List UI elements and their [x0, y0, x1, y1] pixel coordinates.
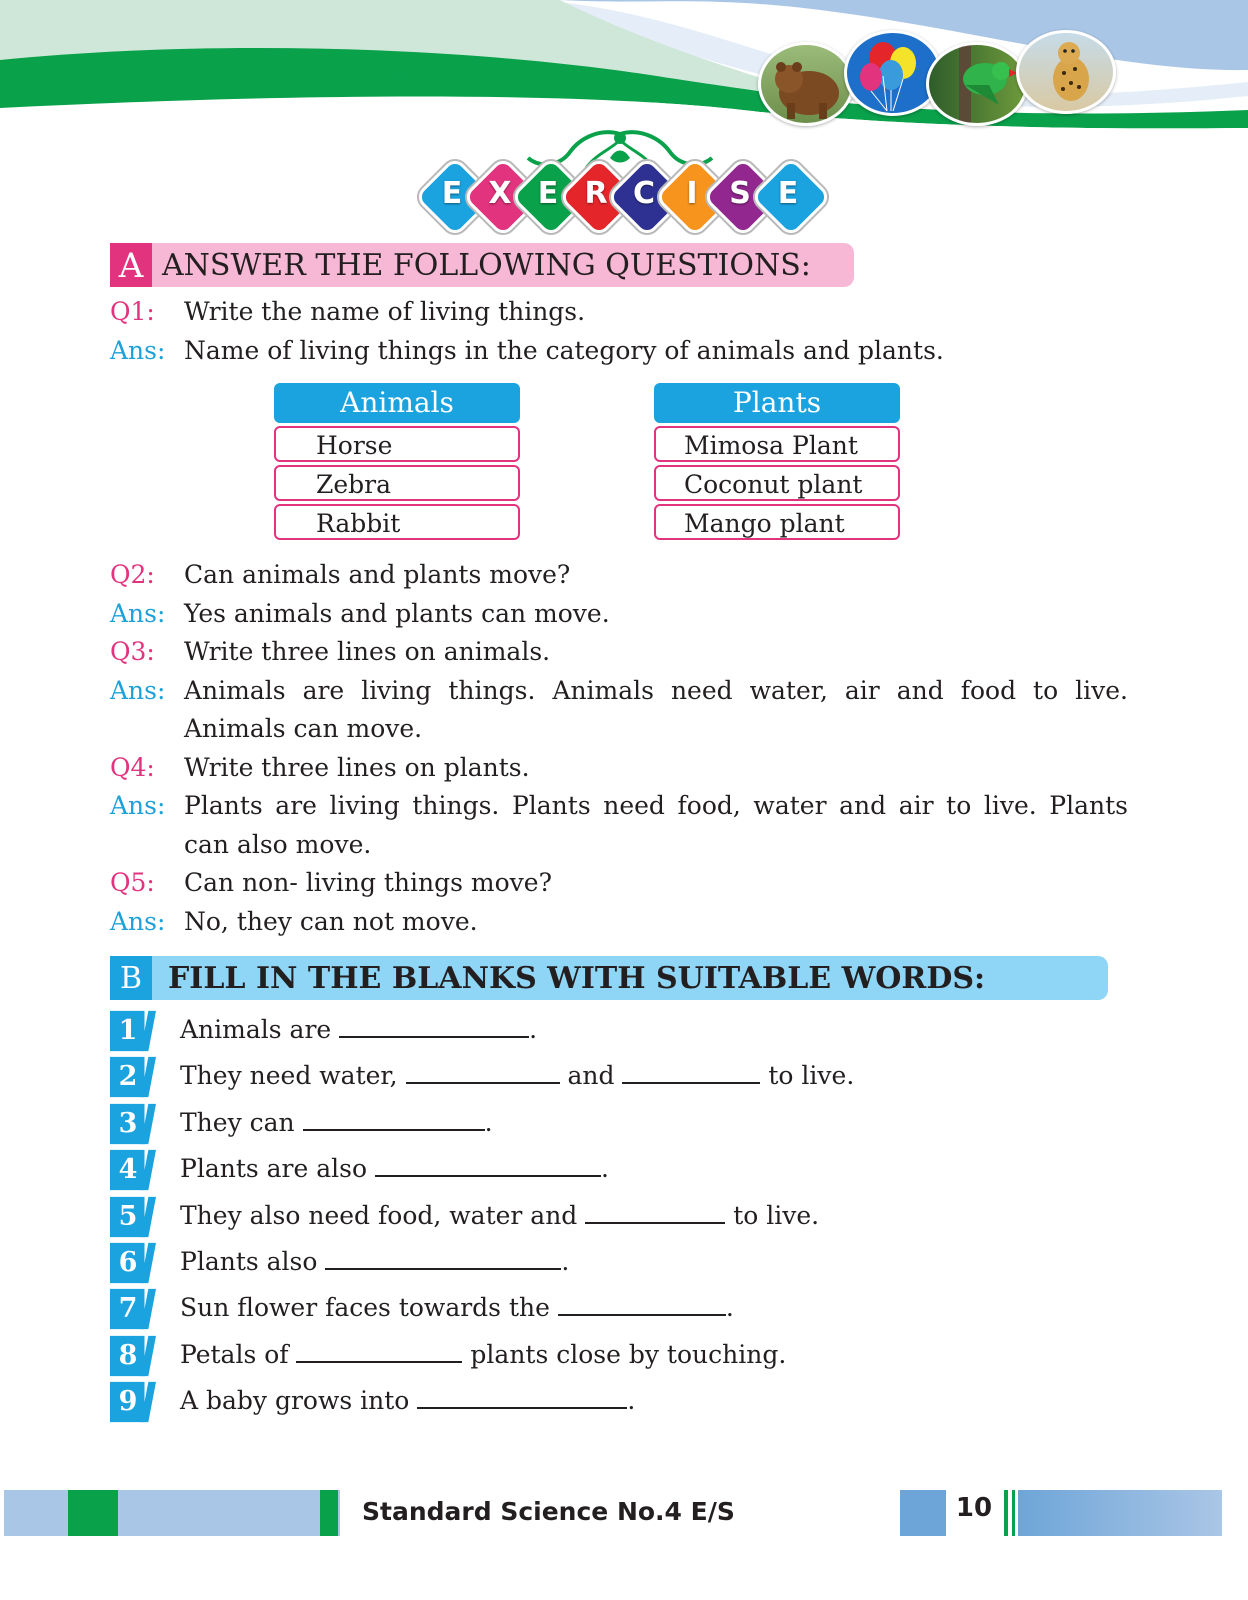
blank-sentence	[180, 1107, 493, 1137]
q3-answer-line1: Animals are living things. Animals need water, air and food to live.	[184, 676, 1128, 705]
exercise-letter: X	[488, 176, 512, 211]
q4-answer-line2: can also move.	[184, 830, 372, 859]
q5-label: Q5:	[110, 868, 155, 897]
plants-table-header: Plants	[654, 383, 900, 423]
q1-question: Write the name of living things.	[184, 297, 586, 326]
q5-question: Can non- living things move?	[184, 868, 552, 897]
footer-bar-left-green	[68, 1490, 118, 1536]
q2-label: Q2:	[110, 560, 155, 589]
blank-sentence	[180, 1153, 609, 1183]
sentence-part: .	[529, 1015, 538, 1044]
animals-table-cell: Horse	[274, 426, 520, 462]
blank-sentence	[180, 1339, 786, 1369]
answer-blank[interactable]	[585, 1200, 725, 1224]
sentence-part: Plants are also	[180, 1154, 375, 1184]
answer-blank[interactable]	[375, 1153, 601, 1177]
item-number: 6	[118, 1247, 138, 1278]
item-number: 7	[118, 1293, 138, 1325]
exercise-letter: S	[729, 176, 751, 211]
plants-table-cell: Mimosa Plant	[654, 426, 900, 462]
sentence-part: .	[561, 1247, 570, 1276]
q1-answer: Name of living things in the category of animals and plants.	[184, 336, 944, 365]
blank-sentence	[180, 1014, 537, 1044]
q1-ans-label: Ans:	[110, 336, 166, 365]
sentence-part: and	[559, 1061, 623, 1091]
sentence-part: They need water,	[180, 1061, 406, 1091]
exercise-letter: E	[537, 176, 559, 211]
item-number: 5	[118, 1200, 138, 1232]
q5-ans-label: Ans:	[110, 907, 166, 936]
exercise-letter: E	[777, 176, 799, 211]
sentence-part: They also need food, water and	[180, 1200, 586, 1230]
footer-divider	[1004, 1490, 1008, 1536]
item-number: 2	[118, 1061, 138, 1093]
q4-question: Write three lines on plants.	[184, 753, 530, 782]
item-number: 4	[118, 1154, 138, 1186]
sentence-part: Petals of	[180, 1339, 297, 1369]
exercise-letter: C	[632, 176, 656, 211]
answer-blank[interactable]	[417, 1385, 627, 1409]
answer-blank[interactable]	[622, 1060, 760, 1084]
bear-photo	[758, 42, 854, 126]
animals-table-cell: Zebra	[274, 465, 520, 501]
q2-ans-label: Ans:	[110, 599, 166, 628]
section-a-title: ANSWER THE FOLLOWING QUESTIONS:	[162, 248, 811, 283]
sentence-part: Sun flower faces towards the	[180, 1293, 558, 1323]
footer-bar-left-light	[4, 1490, 340, 1536]
item-number: 3	[118, 1107, 138, 1139]
sentence-part: A baby grows into	[180, 1386, 418, 1416]
page-number: 10	[955, 1493, 993, 1523]
blank-sentence	[180, 1292, 734, 1322]
q5-answer: No, they can not move.	[184, 907, 478, 936]
q2-answer: Yes animals and plants can move.	[184, 599, 610, 628]
answer-blank[interactable]	[325, 1246, 561, 1270]
q4-answer-line1: Plants are living things. Plants need food, water and air to live. Plants	[184, 791, 1128, 820]
q3-answer-line2: Animals can move.	[184, 714, 423, 743]
exercise-letter: I	[686, 176, 698, 211]
q1-label: Q1:	[110, 297, 155, 326]
item-number: 1	[118, 1015, 138, 1046]
sentence-part: .	[484, 1107, 493, 1137]
exercise-letter: R	[584, 176, 608, 211]
animals-table-header: Animals	[274, 383, 520, 423]
blank-sentence	[180, 1200, 819, 1230]
q4-ans-label: Ans:	[110, 791, 166, 820]
plants-table-cell: Mango plant	[654, 504, 900, 540]
animals-table-cell: Rabbit	[274, 504, 520, 540]
footer-bar-right-gradient	[1018, 1490, 1222, 1536]
blank-sentence	[180, 1246, 569, 1276]
footer-bar-left-green-2	[320, 1490, 338, 1536]
q3-question: Write three lines on animals.	[184, 637, 551, 666]
item-number: 8	[118, 1339, 138, 1371]
section-a-letter: A	[110, 243, 152, 287]
exercise-letter: E	[441, 176, 463, 211]
sentence-part: .	[600, 1154, 609, 1184]
item-number: 9	[118, 1386, 138, 1418]
q3-ans-label: Ans:	[110, 676, 166, 705]
sentence-part: Animals are	[180, 1015, 340, 1044]
sentence-part: plants close by touching.	[462, 1339, 787, 1369]
q3-label: Q3:	[110, 637, 155, 666]
answer-blank[interactable]	[339, 1014, 529, 1038]
answer-blank[interactable]	[406, 1060, 560, 1084]
cheetah-photo	[1016, 30, 1116, 114]
plants-table-cell: Coconut plant	[654, 465, 900, 501]
sentence-part: to live.	[760, 1061, 855, 1091]
sentence-part: .	[725, 1293, 734, 1323]
page-number-box	[900, 1490, 946, 1536]
blank-sentence	[180, 1385, 635, 1415]
sentence-part: Plants also	[180, 1247, 326, 1276]
exercise-badge	[420, 128, 820, 228]
q4-label: Q4:	[110, 753, 155, 782]
sentence-part: to live.	[725, 1200, 820, 1230]
answer-blank[interactable]	[558, 1292, 726, 1316]
answer-blank[interactable]	[303, 1107, 485, 1131]
sentence-part: .	[627, 1386, 636, 1416]
parrot-photo	[926, 42, 1028, 126]
section-b-letter: B	[110, 956, 152, 1000]
blank-sentence	[180, 1060, 854, 1090]
footer-title: Standard Science No.4 E/S	[362, 1497, 735, 1526]
sentence-part: They can	[180, 1107, 303, 1137]
footer-divider-2	[1012, 1490, 1015, 1536]
answer-blank[interactable]	[296, 1339, 462, 1363]
section-b-title: FILL IN THE BLANKS WITH SUITABLE WORDS:	[168, 961, 986, 996]
q2-question: Can animals and plants move?	[184, 560, 571, 589]
